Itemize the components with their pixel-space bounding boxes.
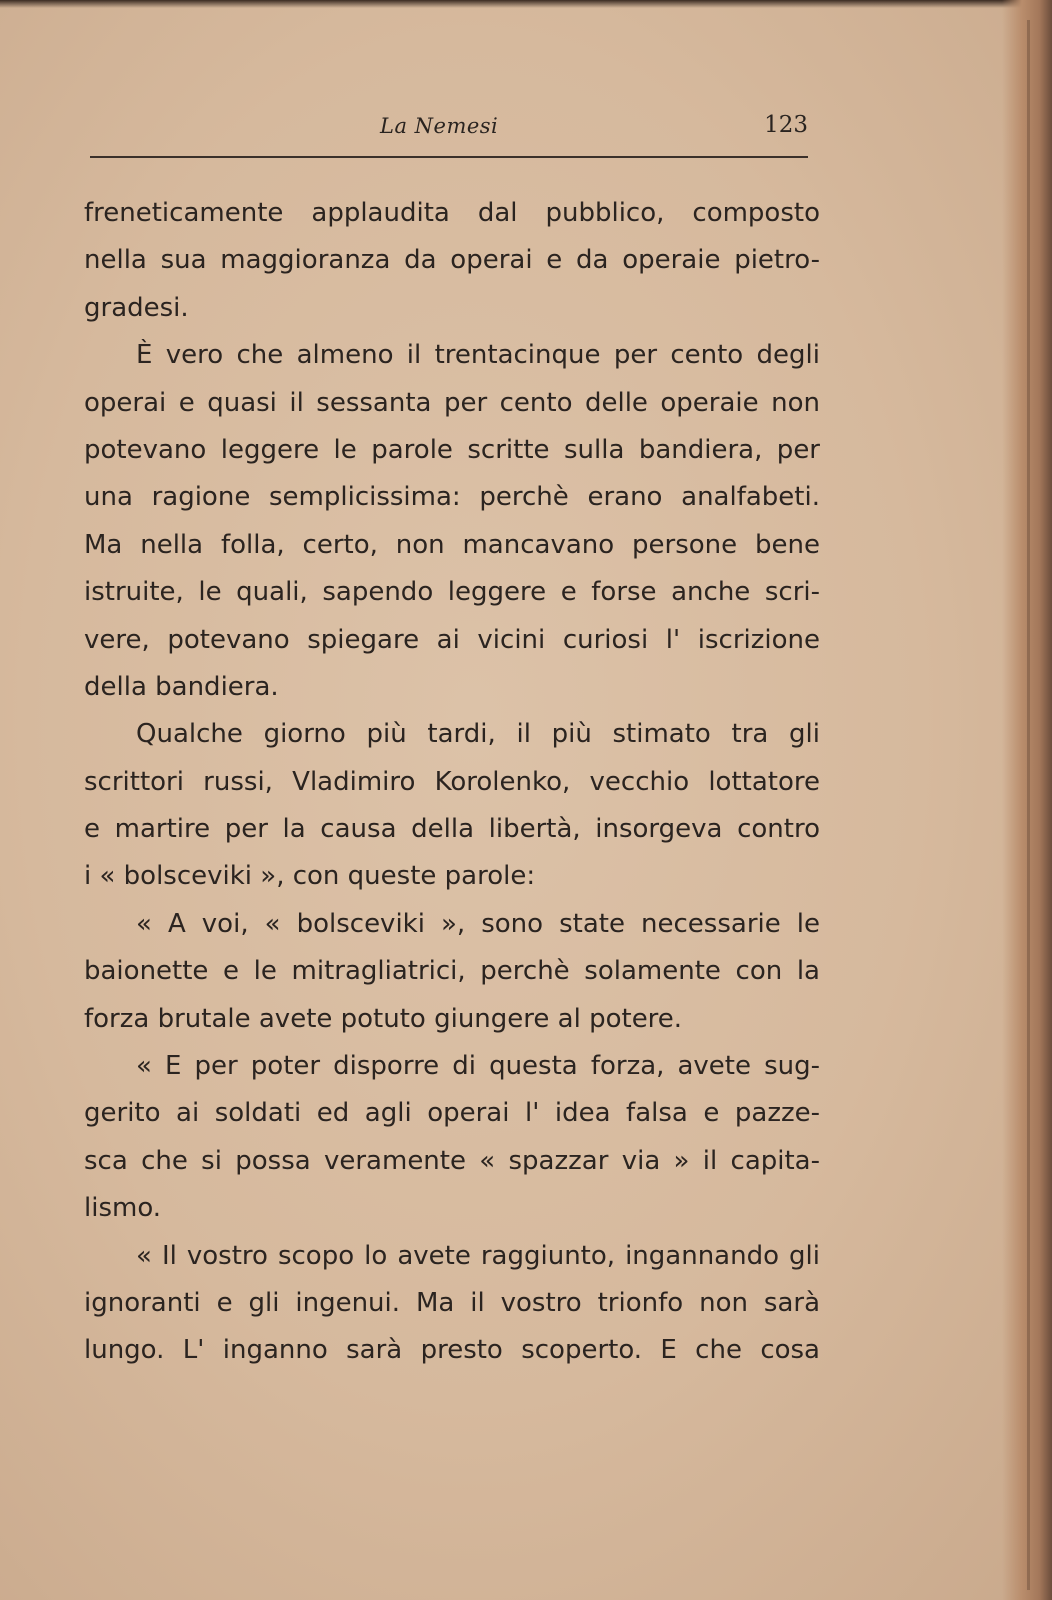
text-line: una ragione semplicissima: perchè erano analfabeti. <box>84 482 820 513</box>
text-line: freneticamente applaudita dal pubblico, composto <box>84 198 820 228</box>
text-line: forza brutale avete potuto giungere al potere. <box>84 1003 683 1034</box>
page-number: 123 <box>764 112 808 138</box>
text-line: scrittori russi, Vladimiro Korolenko, vecchio lottatore <box>84 766 820 797</box>
text-line: Qualche giorno più tardi, il più stimato tra gli <box>136 719 820 750</box>
text-line: lismo. <box>84 1193 162 1224</box>
text-line: istruite, le quali, sapendo leggere e forse anche scri- <box>84 577 820 608</box>
text-line: « Il vostro scopo lo avete raggiunto, ingannando gli <box>136 1240 820 1271</box>
spine-fold-line <box>1027 20 1030 1590</box>
text-line: « E per poter disporre di questa forza, avete sug- <box>136 1051 820 1082</box>
running-title: La Nemesi <box>380 114 499 138</box>
page-top-edge <box>0 0 1052 8</box>
text-line: potevano leggere le parole scritte sulla bandiera, per <box>84 434 820 465</box>
header-rule <box>90 156 808 158</box>
text-line: È vero che almeno il trentacinque per cento degli <box>136 340 820 371</box>
text-line: nella sua maggioranza da operai e da operaie pietro- <box>84 245 820 276</box>
text-line: e martire per la causa della libertà, insorgeva contro <box>84 814 820 845</box>
text-line: baionette e le mitragliatrici, perchè solamente con la <box>84 956 820 987</box>
page-header <box>90 112 808 146</box>
text-line: « A voi, « bolsceviki », sono state necessarie le <box>136 908 820 939</box>
body-text <box>84 190 820 1375</box>
text-line: ignoranti e gli ingenui. Ma il vostro trionfo non sarà <box>84 1287 820 1318</box>
text-line: operai e quasi il sessanta per cento delle operaie non <box>84 387 820 418</box>
text-line: lungo. L' inganno sarà presto scoperto. E che cosa <box>84 1335 820 1366</box>
text-line: Ma nella folla, certo, non mancavano persone bene <box>84 529 820 560</box>
text-line: gradesi. <box>84 292 189 323</box>
text-line: vere, potevano spiegare ai vicini curiosi l' iscrizione <box>84 624 820 655</box>
text-line: i « bolsceviki », con queste parole: <box>84 861 536 892</box>
text-line: gerito ai soldati ed agli operai l' idea falsa e pazze- <box>84 1098 820 1129</box>
text-line: della bandiera. <box>84 671 279 702</box>
text-line: sca che si possa veramente « spazzar via » il capita- <box>84 1145 820 1176</box>
